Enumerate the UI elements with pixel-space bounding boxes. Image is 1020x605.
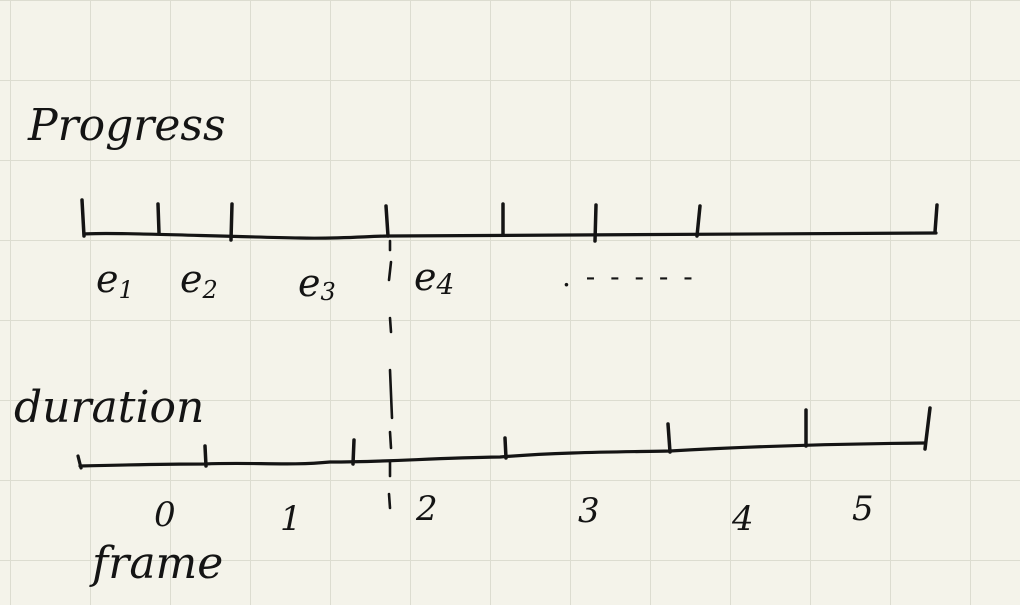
duration-title: duration [14,382,205,433]
duration-tick [353,440,354,464]
progress-label-e4: e4 [414,255,455,301]
duration-tick [668,424,670,452]
frame-number-4: 4 [732,499,754,539]
progress-axis-line [84,233,936,238]
progress-tick [595,205,596,241]
progress-ellipsis: . - - - - - [562,260,696,293]
frame-title: frame [92,538,224,589]
frame-number-5: 5 [852,489,874,529]
progress-label-e3: e3 [298,261,336,306]
duration-tick [505,438,506,458]
dashed-connector-line [389,241,392,508]
progress-title: Progress [28,100,226,151]
progress-tick [697,206,700,236]
frame-number-3: 3 [578,491,600,531]
duration-tick-end [925,408,930,449]
progress-tick-end [935,205,937,232]
frame-number-1: 1 [280,499,302,539]
progress-tick [386,206,388,236]
progress-tick [158,204,159,233]
duration-tick [205,446,206,466]
progress-label-e2: e2 [180,257,218,304]
progress-tick [231,204,232,240]
progress-tick-start [82,200,84,236]
progress-label-e1: e1 [96,257,134,304]
frame-number-2: 2 [416,489,438,529]
frame-number-0: 0 [154,495,176,535]
